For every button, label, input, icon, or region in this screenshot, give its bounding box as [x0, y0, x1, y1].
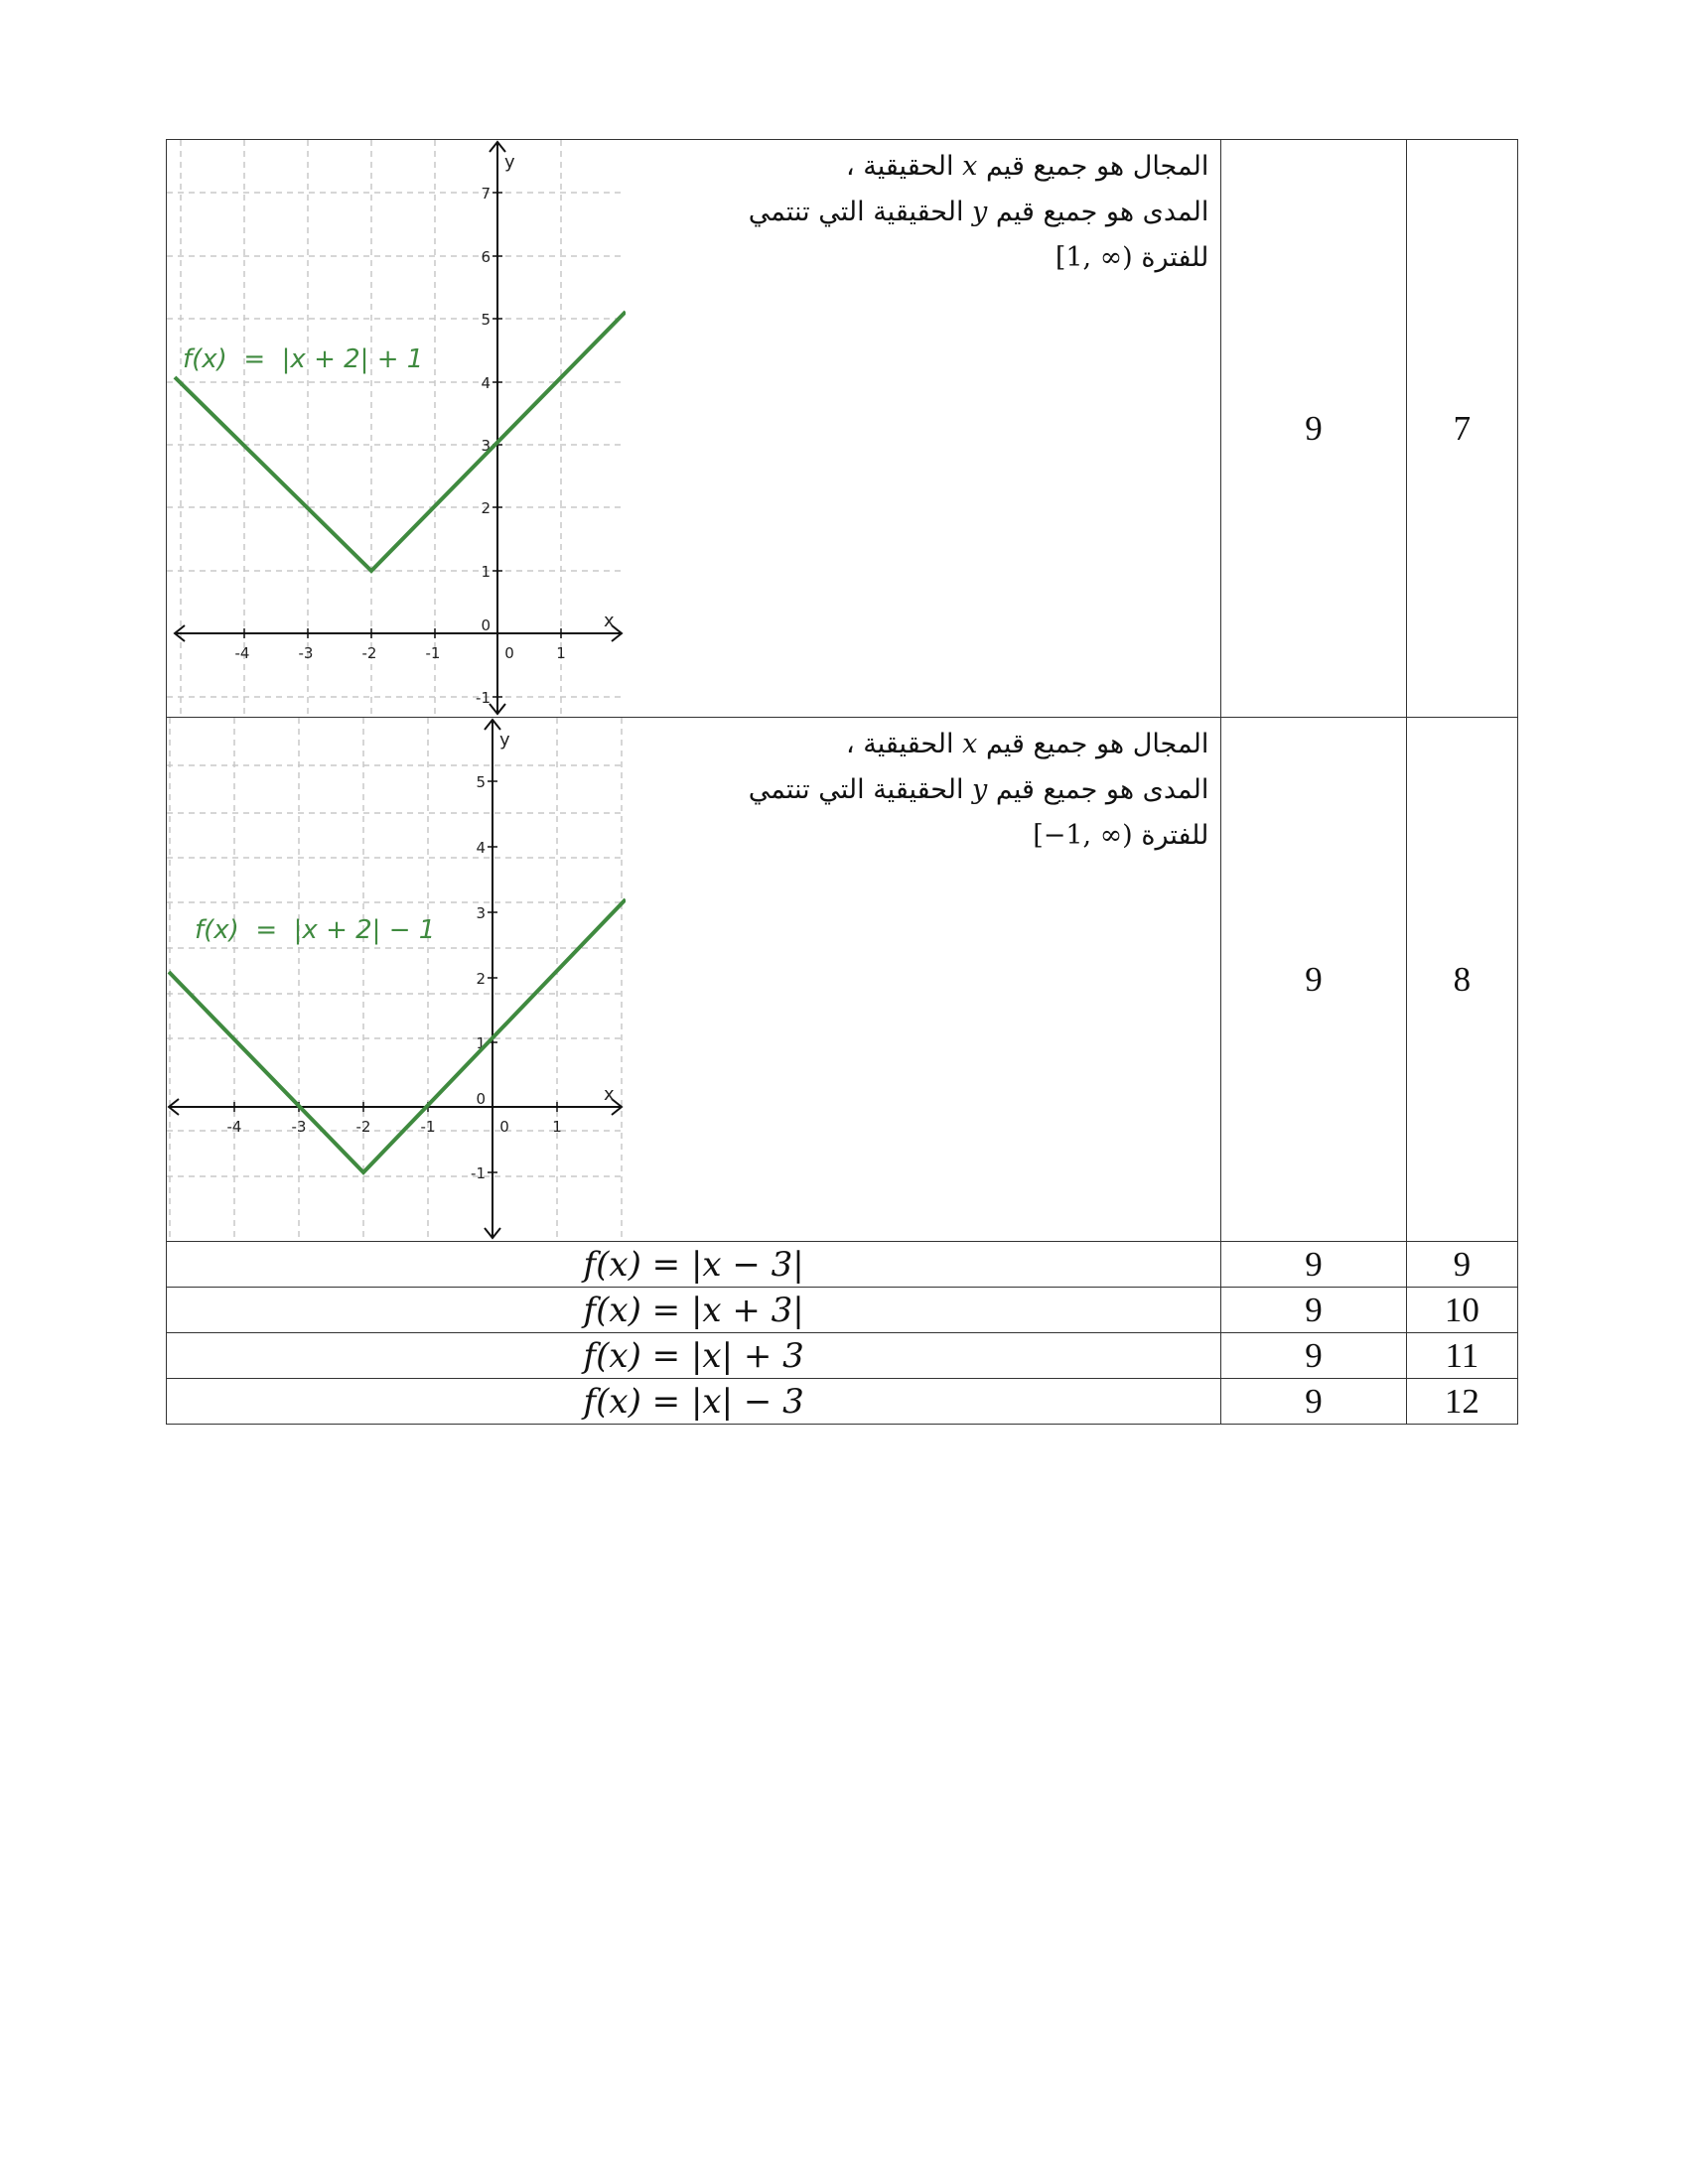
x-tick-label: 0 — [499, 1118, 509, 1136]
y-tick-label: 6 — [481, 248, 491, 266]
y-tick-label: 3 — [481, 437, 491, 455]
y-tick-label: 5 — [481, 311, 491, 329]
equation-cell: f(x) = |x − 3| — [167, 1242, 1221, 1288]
y-tick-label: 5 — [476, 773, 486, 791]
answer-table — [166, 139, 1518, 1425]
x-axis-label: x — [604, 1084, 615, 1105]
table-row — [167, 1379, 1518, 1425]
function-label: f(x) = |x + 2| − 1 — [195, 915, 436, 945]
y-tick-label: 2 — [481, 499, 491, 517]
x-axis-label: x — [604, 611, 615, 631]
y-tick-label: 0 — [481, 616, 491, 634]
grid — [167, 718, 626, 1242]
x-tick-label: 1 — [556, 644, 566, 662]
y-tick-label: 1 — [481, 563, 491, 581]
y-tick-label: 7 — [481, 185, 491, 203]
question-number: 12 — [1406, 1379, 1517, 1425]
y-axis-label: y — [499, 730, 510, 751]
axes — [175, 142, 622, 714]
content-cell — [167, 718, 1221, 1242]
equation-cell: f(x) = |x| − 3 — [167, 1379, 1221, 1425]
points-cell: 9 — [1221, 718, 1406, 1242]
graph-row7 — [167, 140, 626, 718]
table-row — [167, 1242, 1518, 1288]
x-tick-label: 1 — [552, 1118, 562, 1136]
question-number: 7 — [1406, 140, 1517, 718]
x-tick-label: -1 — [425, 644, 441, 662]
x-tick-label: -1 — [420, 1118, 436, 1136]
x-tick-label: -2 — [361, 644, 377, 662]
x-tick-label: -3 — [298, 644, 314, 662]
points-cell: 9 — [1221, 1379, 1406, 1425]
function-label: f(x) = |x + 2| + 1 — [183, 344, 424, 374]
x-tick-label: -2 — [355, 1118, 371, 1136]
table-row — [167, 1288, 1518, 1333]
y-tick-label: 0 — [476, 1090, 486, 1108]
axes — [169, 720, 622, 1238]
y-tick-label: -1 — [476, 689, 491, 707]
x-tick-label: -3 — [291, 1118, 307, 1136]
equation-cell: f(x) = |x + 3| — [167, 1288, 1221, 1333]
y-tick-label: -1 — [471, 1164, 486, 1182]
question-number: 11 — [1406, 1333, 1517, 1379]
graph-row8 — [167, 718, 626, 1242]
question-number: 10 — [1406, 1288, 1517, 1333]
answer-text: المجال هو جميع قيم x الحقيقية ، المدى هو جميع قيم y الحقيقية التي تنتمي للفترة [−1, ∞) — [748, 729, 1209, 851]
grid — [167, 140, 626, 718]
table-row — [167, 140, 1518, 718]
points-cell: 9 — [1221, 1333, 1406, 1379]
y-tick-label: 1 — [476, 1034, 486, 1052]
answer-text: المجال هو جميع قيم x الحقيقية ، المدى هو جميع قيم y الحقيقية التي تنتمي للفترة [1, ∞) — [748, 151, 1209, 273]
x-tick-label: 0 — [504, 644, 514, 662]
question-number: 8 — [1406, 718, 1517, 1242]
y-tick-label: 2 — [476, 970, 486, 988]
y-tick-label: 3 — [476, 904, 486, 922]
table-row — [167, 1333, 1518, 1379]
points-cell: 9 — [1221, 1288, 1406, 1333]
x-tick-label: -4 — [226, 1118, 242, 1136]
y-tick-label: 4 — [476, 839, 486, 857]
points-cell: 9 — [1221, 140, 1406, 718]
points-cell: 9 — [1221, 1242, 1406, 1288]
equation-cell: f(x) = |x| + 3 — [167, 1333, 1221, 1379]
question-number: 9 — [1406, 1242, 1517, 1288]
x-tick-label: -4 — [234, 644, 250, 662]
y-axis-label: y — [504, 152, 515, 173]
y-tick-label: 4 — [481, 374, 491, 392]
content-cell — [167, 140, 1221, 718]
table-row — [167, 718, 1518, 1242]
